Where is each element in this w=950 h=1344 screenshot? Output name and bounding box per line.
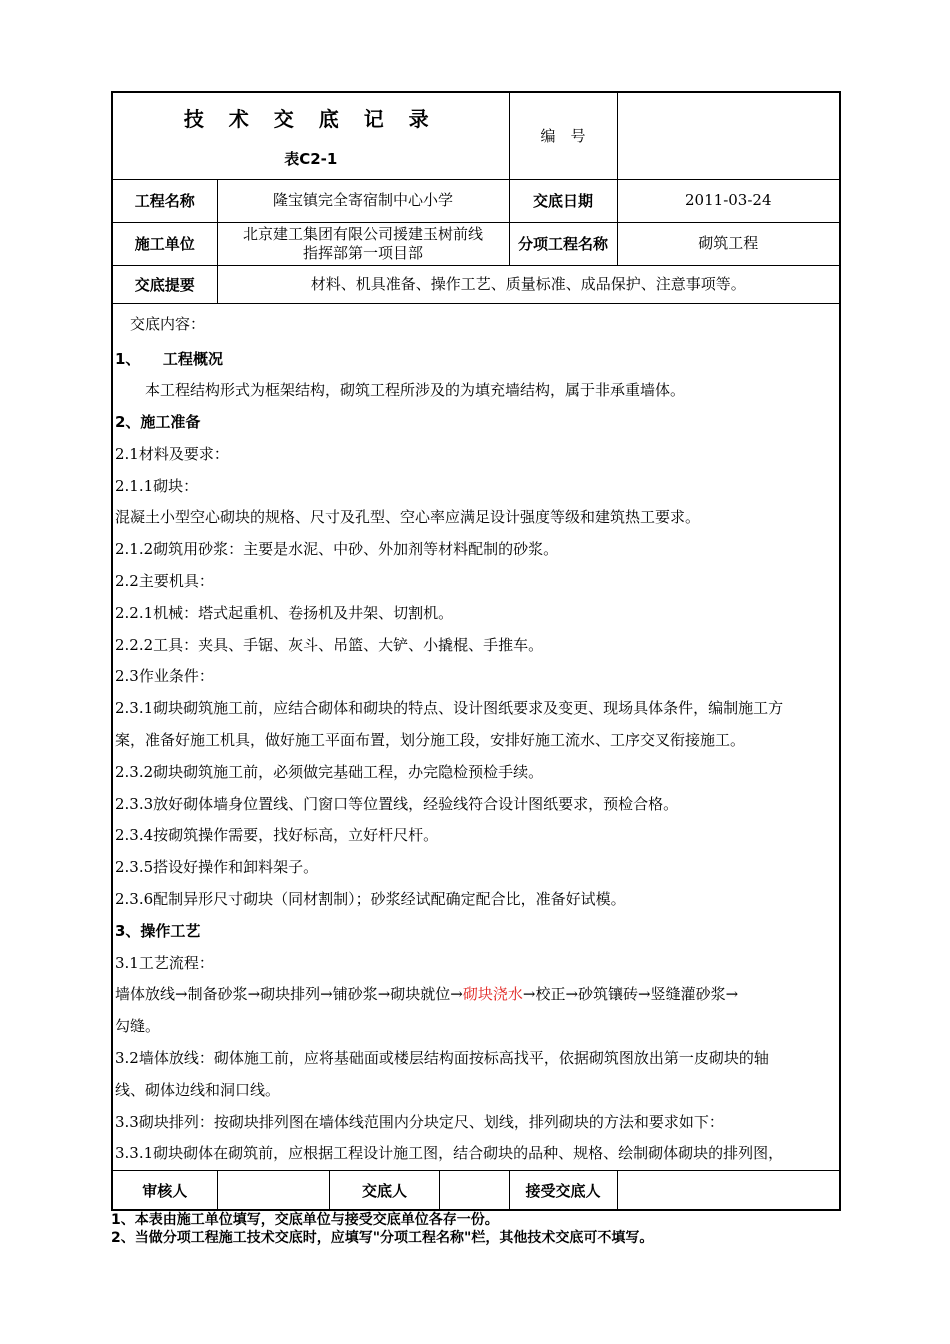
content-line: 2.2.2工具：夹具、手锯、灰斗、吊篮、大铲、小撬棍、手推车。 bbox=[115, 635, 544, 654]
subproject-value: 砌筑工程 bbox=[617, 222, 840, 265]
signature-group bbox=[217, 1171, 509, 1211]
summary-label: 交底提要 bbox=[112, 265, 217, 303]
content-line: 2.2.1机械：塔式起重机、卷扬机及井架、切割机。 bbox=[115, 603, 454, 622]
discloser-label: 交底人 bbox=[330, 1171, 440, 1209]
content-cell bbox=[112, 303, 840, 1171]
title-cell bbox=[112, 92, 509, 179]
content-line: 2.2主要机具： bbox=[115, 572, 214, 591]
content-line: 2.3.2砌块砌筑施工前，必须做完基础工程，办完隐检预检手续。 bbox=[115, 762, 544, 781]
content-line: 本工程结构形式为框架结构，砌筑工程所涉及的为填充墙结构，属于非承重墙体。 bbox=[115, 381, 686, 400]
footnotes bbox=[111, 1211, 653, 1247]
signature-subtable bbox=[218, 1171, 509, 1209]
content-line: 1、 工程概况 bbox=[115, 349, 223, 368]
summary-value: 材料、机具准备、操作工艺、质量标准、成品保护、注意事项等。 bbox=[217, 265, 840, 303]
subproject-label: 分项工程名称 bbox=[509, 222, 617, 265]
contractor-value bbox=[217, 222, 509, 265]
project-name-label: 工程名称 bbox=[112, 179, 217, 222]
contractor-line-1: 北京建工集团有限公司援建玉树前线 bbox=[243, 224, 484, 243]
content-line: 混凝土小型空心砌块的规格、尺寸及孔型、空心率应满足设计强度等级和建筑热工要求。 bbox=[115, 508, 701, 527]
content-line: 2.1材料及要求： bbox=[115, 444, 229, 463]
content-line: 3.3.1砌块砌体在砌筑前，应根据工程设计施工图，结合砌块的品种、规格、绘制砌体砌块的排列图， bbox=[115, 1144, 784, 1163]
content-lines bbox=[115, 344, 839, 980]
content-line: 3、操作工艺 bbox=[115, 921, 201, 940]
content-line: 2.3.6配制异形尺寸砌块（同材割制）；砂浆经试配确定配合比，准备好试模。 bbox=[115, 890, 626, 909]
contractor-label: 施工单位 bbox=[112, 222, 217, 265]
footnote-2: 2、当做分项工程施工技术交底时，应填写"分项工程名称"栏，其他技术交底可不填写。 bbox=[111, 1230, 654, 1246]
date-label: 交底日期 bbox=[509, 179, 617, 222]
process-flow bbox=[115, 979, 839, 1011]
form-title: 技 术 交 底 记 录 bbox=[183, 106, 438, 131]
content-line: 3.2墙体放线：砌体施工前，应将基础面或楼层结构面按标高找平，依据砌筑图放出第一皮砌块的轴 bbox=[115, 1049, 769, 1068]
receiver-label: 接受交底人 bbox=[509, 1171, 617, 1211]
project-name-value: 隆宝镇完全寄宿制中心小学 bbox=[217, 179, 509, 222]
content-line: 2.1.1砌块： bbox=[115, 476, 199, 495]
flow-highlight: 砌块浇水 bbox=[462, 985, 523, 1004]
reviewer-label: 审核人 bbox=[112, 1171, 217, 1211]
number-label: 编 号 bbox=[509, 92, 617, 179]
date-value: 2011-03-24 bbox=[617, 179, 840, 222]
form-code: 表C2-1 bbox=[284, 149, 338, 168]
content-line: 3.3砌块排列：按砌块排列图在墙体线范围内分块定尺、划线，排列砌块的方法和要求如下： bbox=[115, 1112, 724, 1131]
number-field[interactable] bbox=[617, 92, 840, 179]
process-flow-wrap: 勾缝。 bbox=[115, 1017, 161, 1036]
content-line: 2、施工准备 bbox=[115, 413, 201, 432]
content-line: 2.3.3放好砌体墙身位置线、门窗口等位置线，经验线符合设计图纸要求，预检合格。 bbox=[115, 794, 679, 813]
technical-disclosure-form bbox=[111, 91, 839, 1211]
contractor-line-2: 指挥部第一项目部 bbox=[303, 243, 424, 262]
content-line: 2.3作业条件： bbox=[115, 667, 214, 686]
content-line: 2.1.2砌筑用砂浆：主要是水泥、中砂、外加剂等材料配制的砂浆。 bbox=[115, 540, 559, 559]
footnote-1: 1、本表由施工单位填写，交底单位与接受交底单位各存一份。 bbox=[111, 1212, 499, 1228]
content-line: 线、砌体边线和洞口线。 bbox=[115, 1080, 281, 1099]
content-line: 2.3.4按砌筑操作需要，找好标高，立好杆尺杆。 bbox=[115, 826, 439, 845]
flow-part-2: →校正→砂筑镶砖→竖缝灌砂浆→ bbox=[522, 985, 739, 1004]
content-heading: 交底内容： bbox=[115, 314, 206, 333]
content-line: 3.1工艺流程： bbox=[115, 953, 214, 972]
content-lines-continued bbox=[115, 1043, 839, 1170]
receiver-field[interactable] bbox=[617, 1171, 840, 1211]
form-table bbox=[111, 91, 841, 1211]
flow-part-1: 墙体放线→制备砂浆→砌块排列→铺砂浆→砌块就位→ bbox=[115, 985, 463, 1004]
reviewer-field[interactable] bbox=[218, 1171, 330, 1209]
content-line: 2.3.1砌块砌筑施工前，应结合砌体和砌块的特点、设计图纸要求及变更、现场具体条件，编制施工方 bbox=[115, 699, 784, 718]
content-line: 案，准备好施工机具，做好施工平面布置，划分施工段，安排好施工流水、工序交叉衔接施工。 bbox=[115, 731, 746, 750]
discloser-field[interactable] bbox=[440, 1171, 509, 1209]
content-line: 2.3.5搭设好操作和卸料架子。 bbox=[115, 858, 319, 877]
